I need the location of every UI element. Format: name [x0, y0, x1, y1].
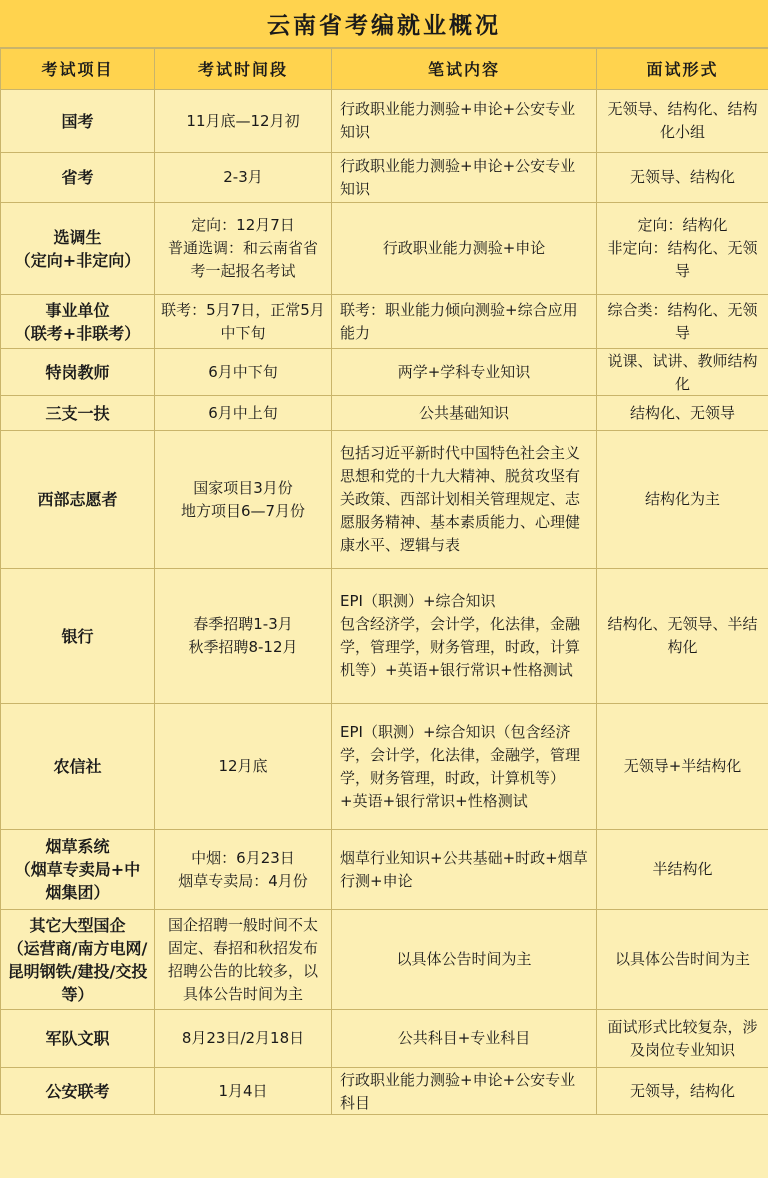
cell-exam-item [1, 295, 155, 349]
table-row [1, 349, 768, 396]
cell-exam-time [155, 1010, 332, 1068]
cell-written-content [332, 349, 597, 396]
cell-interview-format [597, 203, 768, 295]
table-row [1, 1068, 768, 1115]
cell-interview-format [597, 704, 768, 830]
cell-written-content [332, 396, 597, 431]
cell-written-content-text: 两学+学科专业知识 [397, 362, 531, 381]
cell-exam-time [155, 349, 332, 396]
cell-interview-format-text: 无领导，结构化 [629, 1081, 735, 1100]
cell-interview-format [597, 153, 768, 203]
cell-exam-item-text: 选调生 （定向+非定向） [14, 227, 141, 270]
cell-exam-time-text: 6月中上旬 [208, 403, 278, 422]
cell-written-content [332, 1068, 597, 1115]
cell-exam-item-text: 银行 [61, 626, 94, 646]
header-row [1, 49, 768, 90]
cell-exam-time-text: 中烟：6月23日 烟草专卖局：4月份 [178, 848, 308, 890]
cell-written-content-text: 烟草行业知识+公共基础+时政+烟草行测+申论 [340, 848, 588, 890]
cell-written-content-text: 公共基础知识 [418, 403, 509, 422]
cell-interview-format [597, 910, 768, 1010]
cell-written-content [332, 1010, 597, 1068]
header-interview-format: 面试形式 [597, 49, 768, 90]
cell-exam-time [155, 704, 332, 830]
cell-exam-time [155, 910, 332, 1010]
cell-interview-format [597, 1068, 768, 1115]
cell-exam-item-text: 公安联考 [45, 1081, 110, 1101]
cell-written-content [332, 431, 597, 569]
cell-interview-format-text: 综合类：结构化、无领导 [607, 300, 758, 342]
cell-exam-time-text: 联考：5月7日，正常5月中下旬 [161, 300, 325, 342]
cell-exam-time-text: 国家项目3月份 地方项目6—7月份 [180, 478, 306, 520]
cell-exam-item-text: 国考 [61, 111, 94, 131]
cell-exam-time-text: 11月底—12月初 [186, 111, 300, 130]
cell-written-content-text: 包括习近平新时代中国特色社会主义思想和党的十九大精神、脱贫攻坚有关政策、西部计划相关管理规定、志愿服务精神、基本素质能力、心理健康水平、逻辑与表 [340, 444, 581, 554]
table-row [1, 830, 768, 910]
cell-exam-item-text: 农信社 [53, 757, 102, 776]
cell-exam-item [1, 910, 155, 1010]
cell-exam-item-text: 其它大型国企 （运营商/南方电网/昆明钢铁/建投/交投等） [7, 915, 148, 1004]
cell-exam-item [1, 203, 155, 295]
cell-interview-format-text: 结构化、无领导 [629, 403, 735, 422]
cell-interview-format [597, 431, 768, 569]
cell-exam-time [155, 569, 332, 704]
cell-interview-format [597, 90, 768, 153]
table-row [1, 910, 768, 1010]
cell-written-content [332, 295, 597, 349]
cell-interview-format-text: 无领导、结构化 [629, 168, 735, 186]
table-row [1, 1010, 768, 1068]
table-row [1, 431, 768, 569]
cell-interview-format-text: 结构化为主 [644, 490, 720, 508]
cell-exam-item-text: 特岗教师 [45, 362, 110, 382]
cell-exam-time [155, 203, 332, 295]
cell-written-content-text: 联考：职业能力倾向测验+综合应用能力 [340, 300, 578, 342]
cell-exam-item [1, 1010, 155, 1068]
cell-exam-item-text: 三支一扶 [45, 403, 110, 423]
cell-exam-time-text: 春季招聘1-3月 秋季招聘8-12月 [188, 615, 298, 656]
cell-exam-time-text: 1月4日 [218, 1081, 268, 1100]
cell-exam-time-text: 8月23日/2月18日 [181, 1029, 305, 1047]
cell-written-content-text: EPI（职测）+综合知识 包含经济学，会计学，化法律，金融学，管理学，财务管理，时政，计算机等）+英语+银行常识+性格测试 [340, 592, 581, 679]
page-title: 云南省考编就业概况 [0, 0, 768, 48]
cell-interview-format-text: 无领导+半结构化 [623, 757, 742, 775]
cell-exam-item [1, 396, 155, 431]
cell-interview-format [597, 830, 768, 910]
cell-written-content [332, 910, 597, 1010]
cell-exam-item-text: 军队文职 [45, 1029, 110, 1048]
cell-exam-item-text: 烟草系统 （烟草专卖局+中烟集团） [14, 837, 141, 902]
cell-interview-format-text: 说课、试讲、教师结构化 [607, 351, 758, 393]
cell-interview-format-text: 定向：结构化 非定向：结构化、无领导 [607, 216, 758, 280]
cell-written-content [332, 830, 597, 910]
cell-written-content [332, 203, 597, 295]
cell-interview-format [597, 1010, 768, 1068]
cell-written-content-text: 行政职业能力测验+申论+公安专业知识 [340, 100, 576, 141]
cell-written-content-text: 公共科目+专业科目 [397, 1029, 531, 1047]
cell-interview-format-text: 面试形式比较复杂，涉及岗位专业知识 [607, 1017, 758, 1059]
cell-interview-format [597, 569, 768, 704]
table-row [1, 203, 768, 295]
cell-exam-time-text: 定向：12月7日 普通选调：和云南省省考一起报名考试 [167, 216, 318, 280]
cell-exam-item [1, 569, 155, 704]
cell-exam-item [1, 153, 155, 203]
table-row [1, 396, 768, 431]
cell-written-content-text: EPI（职测）+综合知识（包含经济学，会计学，化法律，金融学，管理学，财务管理，时政，计算机等）+英语+银行常识+性格测试 [340, 722, 581, 810]
table-row [1, 153, 768, 203]
cell-written-content-text: 行政职业能力测验+申论+公安专业科目 [340, 1070, 576, 1112]
cell-written-content [332, 153, 597, 203]
cell-exam-item-text: 省考 [61, 168, 94, 187]
cell-exam-time-text: 国企招聘一般时间不太固定、春招和秋招发布招聘公告的比较多，以具体公告时间为主 [167, 915, 318, 1003]
exam-table [0, 48, 768, 1115]
table-row [1, 90, 768, 153]
cell-exam-time-text: 2-3月 [223, 168, 263, 186]
header-written-content: 笔试内容 [332, 49, 597, 90]
cell-interview-format-text: 无领导、结构化、结构化小组 [607, 100, 758, 141]
cell-interview-format [597, 349, 768, 396]
cell-written-content-text: 行政职业能力测验+申论 [382, 239, 546, 257]
cell-written-content [332, 569, 597, 704]
cell-interview-format-text: 结构化、无领导、半结构化 [607, 615, 758, 656]
cell-interview-format [597, 295, 768, 349]
cell-exam-time-text: 6月中下旬 [208, 362, 278, 381]
cell-interview-format-text: 以具体公告时间为主 [614, 950, 750, 968]
cell-exam-time [155, 90, 332, 153]
header-exam-item: 考试项目 [1, 49, 155, 90]
header-exam-time: 考试时间段 [155, 49, 332, 90]
cell-written-content [332, 704, 597, 830]
table-row [1, 569, 768, 704]
cell-exam-time [155, 830, 332, 910]
cell-written-content-text: 行政职业能力测验+申论+公安专业知识 [340, 156, 576, 198]
cell-written-content-text: 以具体公告时间为主 [396, 950, 532, 968]
cell-interview-format [597, 396, 768, 431]
table-row [1, 704, 768, 830]
cell-exam-item [1, 1068, 155, 1115]
cell-exam-item-text: 事业单位 （联考+非联考） [14, 300, 141, 343]
cell-exam-item [1, 90, 155, 153]
cell-exam-time [155, 396, 332, 431]
cell-exam-item [1, 830, 155, 910]
cell-exam-time [155, 153, 332, 203]
table-row [1, 295, 768, 349]
cell-interview-format-text: 半结构化 [652, 860, 713, 878]
cell-exam-time [155, 295, 332, 349]
cell-exam-time [155, 1068, 332, 1115]
cell-exam-item [1, 704, 155, 830]
cell-written-content [332, 90, 597, 153]
cell-exam-time-text: 12月底 [218, 757, 268, 775]
cell-exam-item-text: 西部志愿者 [37, 490, 118, 509]
cell-exam-time [155, 431, 332, 569]
cell-exam-item [1, 431, 155, 569]
cell-exam-item [1, 349, 155, 396]
